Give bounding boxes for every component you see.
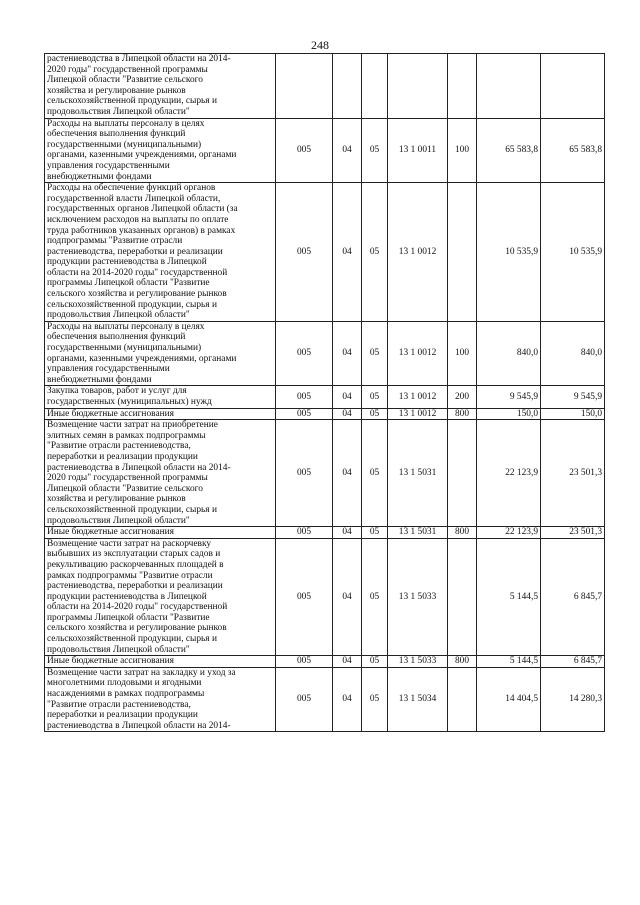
description-line: сельского хозяйства и регулирование рынков	[47, 289, 227, 300]
description-line: продовольствия Липецкой области"	[47, 310, 190, 321]
subsection-code-cell: 05	[362, 408, 388, 420]
subsection-code-cell: 05	[362, 527, 388, 539]
expense-type-cell	[448, 54, 477, 119]
subsection-code-cell: 05	[362, 656, 388, 668]
ministry-code-cell	[276, 54, 333, 119]
row-description	[45, 667, 276, 732]
description-line: переработки и реализации продукции	[47, 710, 198, 721]
section-code-cell: 04	[333, 183, 362, 322]
expense-type-cell	[448, 420, 477, 527]
ministry-code-cell: 005	[276, 118, 333, 183]
expense-type-cell	[448, 538, 477, 656]
amount-year1-cell: 9 545,9	[477, 386, 541, 408]
description-line: управления государственными	[47, 364, 170, 375]
description-line: внебюджетными фондами	[47, 374, 152, 385]
ministry-code-cell: 005	[276, 656, 333, 668]
description-line: внебюджетными фондами	[47, 171, 152, 182]
description-line: Возмещение части затрат на закладку и уход за	[47, 667, 236, 678]
description-line: продукции растениеводства в Липецкой	[47, 591, 207, 602]
table-row	[45, 54, 605, 119]
description-line: Закупка товаров, работ и услуг для	[47, 386, 187, 397]
table-row	[45, 183, 605, 322]
expense-type-cell: 800	[448, 656, 477, 668]
description-line: подпрограммы "Развитие отрасли	[47, 236, 183, 247]
description-line: государственными (муниципальными)	[47, 139, 202, 150]
table-body	[45, 54, 605, 732]
section-code-cell: 04	[333, 408, 362, 420]
description-line: продовольствия Липецкой области"	[47, 644, 190, 655]
row-description	[45, 656, 276, 668]
subsection-code-cell: 05	[362, 118, 388, 183]
amount-year2-cell: 6 845,7	[541, 656, 605, 668]
description-line: растениеводства в Липецкой области на 2014-	[47, 720, 231, 731]
expense-type-cell: 200	[448, 386, 477, 408]
description-line: органами, казенными учреждениями, органами	[47, 353, 237, 364]
target-article-cell: 13 1 5031	[388, 527, 448, 539]
description-line: государственной власти Липецкой области,	[47, 193, 221, 204]
expense-type-cell: 800	[448, 408, 477, 420]
description-line: Расходы на обеспечение функций органов	[47, 183, 216, 194]
description-line: исключением расходов на выплаты по оплате	[47, 214, 229, 225]
amount-year1-cell: 5 144,5	[477, 538, 541, 656]
expense-type-cell: 100	[448, 321, 477, 386]
description-line: сельскохозяйственной продукции, сырья и	[47, 96, 217, 107]
row-description	[45, 321, 276, 386]
expense-type-cell	[448, 183, 477, 322]
amount-year2-cell: 14 280,3	[541, 667, 605, 732]
amount-year1-cell: 22 123,9	[477, 420, 541, 527]
budget-table	[44, 53, 605, 732]
description-line: растениеводства, переработки и реализации	[47, 581, 223, 592]
description-line: продукции растениеводства в Липецкой	[47, 257, 207, 268]
amount-year2-cell: 23 501,3	[541, 527, 605, 539]
section-code-cell: 04	[333, 118, 362, 183]
amount-year2-cell: 150,0	[541, 408, 605, 420]
section-code-cell: 04	[333, 538, 362, 656]
amount-year2-cell: 9 545,9	[541, 386, 605, 408]
amount-year2-cell: 840,0	[541, 321, 605, 386]
page-number: 248	[311, 38, 329, 52]
description-line: сельскохозяйственной продукции, сырья и	[47, 634, 217, 645]
target-article-cell: 13 1 5034	[388, 667, 448, 732]
description-line: продовольствия Липецкой области"	[47, 515, 190, 526]
description-line: выбывших из эксплуатации старых садов и	[47, 549, 221, 560]
table-row	[45, 656, 605, 668]
description-line: управления государственными	[47, 160, 170, 171]
description-line: органами, казенными учреждениями, органами	[47, 150, 237, 161]
table-row	[45, 667, 605, 732]
description-line: хозяйства и регулирование рынков	[47, 494, 186, 505]
ministry-code-cell: 005	[276, 183, 333, 322]
section-code-cell: 04	[333, 420, 362, 527]
amount-year1-cell	[477, 54, 541, 119]
description-line: хозяйства и регулирование рынков	[47, 85, 186, 96]
ministry-code-cell: 005	[276, 321, 333, 386]
target-article-cell: 13 1 0012	[388, 321, 448, 386]
description-line: растениеводства в Липецкой области на 2014-	[47, 54, 231, 64]
target-article-cell: 13 1 5033	[388, 538, 448, 656]
target-article-cell: 13 1 5033	[388, 656, 448, 668]
description-line: Возмещение части затрат на приобретение	[47, 420, 218, 431]
subsection-code-cell: 05	[362, 386, 388, 408]
row-description	[45, 527, 276, 539]
description-line: продовольствия Липецкой области"	[47, 106, 190, 117]
amount-year1-cell: 150,0	[477, 408, 541, 420]
amount-year1-cell: 840,0	[477, 321, 541, 386]
amount-year2-cell: 6 845,7	[541, 538, 605, 656]
description-line: обеспечения выполнения функций	[47, 129, 186, 140]
description-line: рамках подпрограммы "Развитие отрасли	[47, 570, 213, 581]
description-line: государственными (муниципальными)	[47, 343, 202, 354]
description-line: "Развитие отрасли растениеводства,	[47, 699, 191, 710]
description-line: сельскохозяйственной продукции, сырья и	[47, 299, 217, 310]
description-line: насаждениями в рамках подпрограммы	[47, 689, 205, 700]
description-line: программы Липецкой области "Развитие	[47, 278, 210, 289]
amount-year2-cell: 65 583,8	[541, 118, 605, 183]
ministry-code-cell: 005	[276, 420, 333, 527]
description-line: государственных органов Липецкой области (за	[47, 204, 238, 215]
description-line: области на 2014-2020 годы" государственной	[47, 267, 228, 278]
amount-year1-cell: 14 404,5	[477, 667, 541, 732]
section-code-cell: 04	[333, 656, 362, 668]
target-article-cell: 13 1 0011	[388, 118, 448, 183]
description-line: растениеводства в Липецкой области на 2014-	[47, 462, 231, 473]
amount-year2-cell	[541, 54, 605, 119]
section-code-cell: 04	[333, 527, 362, 539]
amount-year1-cell: 5 144,5	[477, 656, 541, 668]
description-line: элитных семян в рамках подпрограммы	[47, 430, 206, 441]
ministry-code-cell: 005	[276, 667, 333, 732]
section-code-cell: 04	[333, 386, 362, 408]
subsection-code-cell: 05	[362, 420, 388, 527]
description-line: Иные бюджетные ассигнования	[47, 527, 174, 538]
description-line: Иные бюджетные ассигнования	[47, 656, 174, 667]
description-line: сельского хозяйства и регулирование рынков	[47, 623, 227, 634]
ministry-code-cell: 005	[276, 386, 333, 408]
amount-year1-cell: 65 583,8	[477, 118, 541, 183]
description-line: переработки и реализации продукции	[47, 451, 198, 462]
description-line: "Развитие отрасли растениеводства,	[47, 441, 191, 452]
table-row	[45, 538, 605, 656]
expense-type-cell: 100	[448, 118, 477, 183]
section-code-cell: 04	[333, 321, 362, 386]
ministry-code-cell: 005	[276, 538, 333, 656]
description-line: Возмещение части затрат на раскорчевку	[47, 538, 212, 549]
amount-year1-cell: 10 535,9	[477, 183, 541, 322]
subsection-code-cell: 05	[362, 538, 388, 656]
table-row	[45, 321, 605, 386]
ministry-code-cell: 005	[276, 408, 333, 420]
row-description	[45, 118, 276, 183]
row-description	[45, 183, 276, 322]
amount-year2-cell: 23 501,3	[541, 420, 605, 527]
table-row	[45, 386, 605, 408]
target-article-cell: 13 1 0012	[388, 183, 448, 322]
row-description	[45, 408, 276, 420]
description-line: Липецкой области "Развитие сельского	[47, 75, 203, 86]
section-code-cell: 04	[333, 667, 362, 732]
row-description	[45, 54, 276, 119]
description-line: сельскохозяйственной продукции, сырья и	[47, 504, 217, 515]
description-line: государственных (муниципальных) нужд	[47, 397, 212, 407]
table-row	[45, 420, 605, 527]
subsection-code-cell: 05	[362, 321, 388, 386]
target-article-cell: 13 1 5031	[388, 420, 448, 527]
ministry-code-cell: 005	[276, 527, 333, 539]
description-line: области на 2014-2020 годы" государственной	[47, 602, 228, 613]
description-line: программы Липецкой области "Развитие	[47, 612, 210, 623]
subsection-code-cell: 05	[362, 667, 388, 732]
subsection-code-cell: 05	[362, 183, 388, 322]
target-article-cell: 13 1 0012	[388, 386, 448, 408]
description-line: 2020 годы" государственной программы	[47, 473, 208, 484]
row-description	[45, 386, 276, 408]
description-line: обеспечения выполнения функций	[47, 332, 186, 343]
table-row	[45, 408, 605, 420]
description-line: Иные бюджетные ассигнования	[47, 408, 174, 419]
description-line: труда работников указанных органов) в рамках	[47, 225, 236, 236]
amount-year2-cell: 10 535,9	[541, 183, 605, 322]
row-description	[45, 420, 276, 527]
description-line: 2020 годы" государственной программы	[47, 64, 208, 75]
description-line: Липецкой области "Развитие сельского	[47, 483, 203, 494]
description-line: многолетними плодовыми и ягодными	[47, 678, 202, 689]
target-article-cell: 13 1 0012	[388, 408, 448, 420]
description-line: Расходы на выплаты персоналу в целях	[47, 118, 205, 129]
row-description	[45, 538, 276, 656]
amount-year1-cell: 22 123,9	[477, 527, 541, 539]
table-row	[45, 118, 605, 183]
description-line: рекультивацию раскорчеванных площадей в	[47, 559, 224, 570]
section-code-cell	[333, 54, 362, 119]
table-row	[45, 527, 605, 539]
description-line: растениеводства, переработки и реализации	[47, 246, 223, 257]
target-article-cell	[388, 54, 448, 119]
description-line: Расходы на выплаты персоналу в целях	[47, 321, 205, 332]
subsection-code-cell	[362, 54, 388, 119]
expense-type-cell	[448, 667, 477, 732]
expense-type-cell: 800	[448, 527, 477, 539]
